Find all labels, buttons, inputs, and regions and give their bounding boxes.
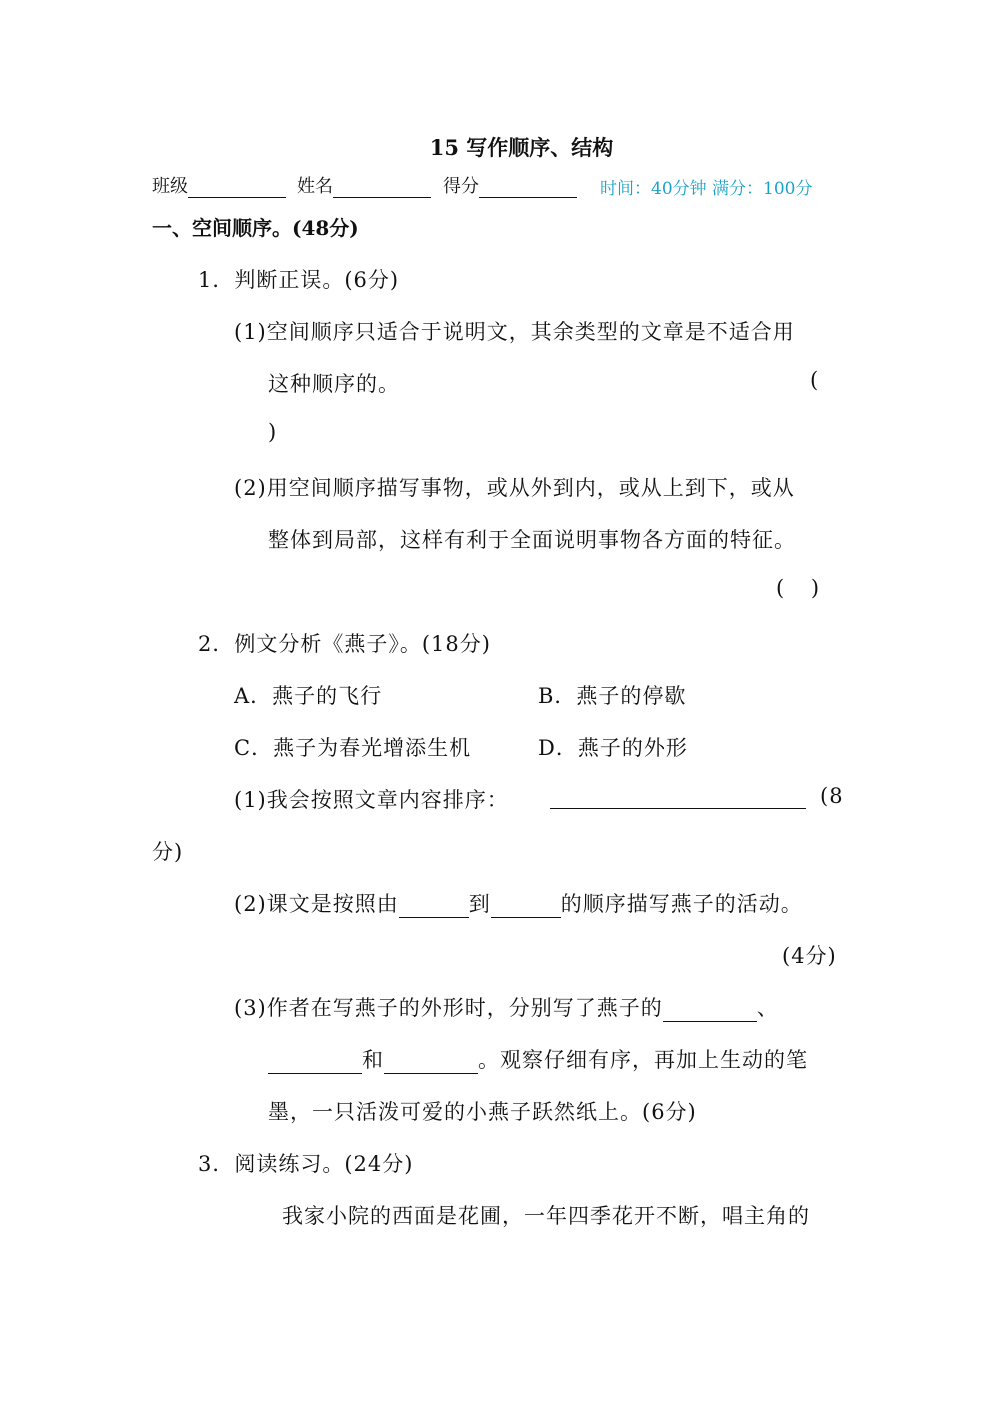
- question-1-heading: 1．判断正误。(6分): [198, 268, 400, 292]
- q2-sub2-blank-from[interactable]: [399, 895, 469, 918]
- q2-sub3-comma: 、: [756, 996, 779, 1020]
- option-b: B．燕子的停歇: [538, 684, 687, 708]
- q2-sub3-line2: [268, 1044, 808, 1074]
- time-info: 时间：40分钟 满分：100分: [600, 179, 813, 199]
- q1-item2-line1: (2)用空间顺序描写事物，或从外到内，或从上到下，或从: [234, 476, 795, 500]
- score-field: [443, 172, 577, 198]
- q1-item2-line2: 整体到局部，这样有利于全面说明事物各方面的特征。: [268, 528, 796, 552]
- option-d: D．燕子的外形: [538, 736, 688, 760]
- q1-item1-answer-close[interactable]: ): [268, 420, 277, 444]
- name-blank[interactable]: [333, 175, 431, 198]
- section-heading: 一、空间顺序。(48分): [152, 216, 359, 240]
- q2-sub1-order-blank[interactable]: [550, 786, 806, 809]
- q2-sub2-line: [234, 888, 803, 918]
- score-label: 得分: [443, 176, 479, 197]
- name-field: [297, 172, 431, 198]
- q2-sub2-part2: 到: [468, 892, 491, 916]
- q2-sub3-blank-2[interactable]: [268, 1051, 362, 1074]
- q2-sub2-blank-to[interactable]: [491, 895, 561, 918]
- option-c: C．燕子为春光增添生机: [234, 736, 472, 760]
- q2-sub2-part3: 的顺序描写燕子的活动。: [560, 892, 803, 916]
- q2-sub3-line1: [234, 992, 779, 1022]
- q2-sub3-blank-1[interactable]: [663, 999, 757, 1022]
- q2-sub2-score: (4分): [782, 944, 837, 968]
- q2-sub3-line3: 墨，一只活泼可爱的小燕子跃然纸上。(6分): [268, 1100, 697, 1124]
- q2-sub3-and: 和: [362, 1048, 384, 1072]
- q1-item1-line2: 这种顺序的。: [268, 372, 400, 396]
- question-2-heading: 2．例文分析《燕子》。(18分): [198, 632, 491, 656]
- name-label: 姓名: [297, 176, 333, 197]
- q2-sub3-text1: (3)作者在写燕子的外形时，分别写了燕子的: [234, 996, 663, 1020]
- q1-item1-answer-open[interactable]: (: [810, 368, 819, 392]
- q2-sub2-part1: (2)课文是按照由: [234, 892, 399, 916]
- q2-sub1-score-start: (8: [820, 784, 844, 808]
- class-blank[interactable]: [188, 175, 286, 198]
- score-blank[interactable]: [479, 175, 577, 198]
- q2-sub3-text2: 。观察仔细有序，再加上生动的笔: [478, 1048, 808, 1072]
- class-field: [152, 172, 286, 198]
- q2-sub1-score-end: 分): [152, 840, 184, 864]
- page-title: 15 写作顺序、结构: [429, 135, 614, 160]
- q1-item1-line1: (1)空间顺序只适合于说明文，其余类型的文章是不适合用: [234, 320, 795, 344]
- q1-item2-answer-box[interactable]: ( ): [776, 576, 820, 600]
- q2-sub3-blank-3[interactable]: [384, 1051, 478, 1074]
- passage-line-1: 我家小院的西面是花圃，一年四季花开不断，唱主角的: [282, 1204, 810, 1228]
- option-a: A．燕子的飞行: [234, 684, 383, 708]
- class-label: 班级: [152, 176, 188, 197]
- q2-sub1-text: (1)我会按照文章内容排序：: [234, 788, 509, 812]
- question-3-heading: 3．阅读练习。(24分): [198, 1152, 414, 1176]
